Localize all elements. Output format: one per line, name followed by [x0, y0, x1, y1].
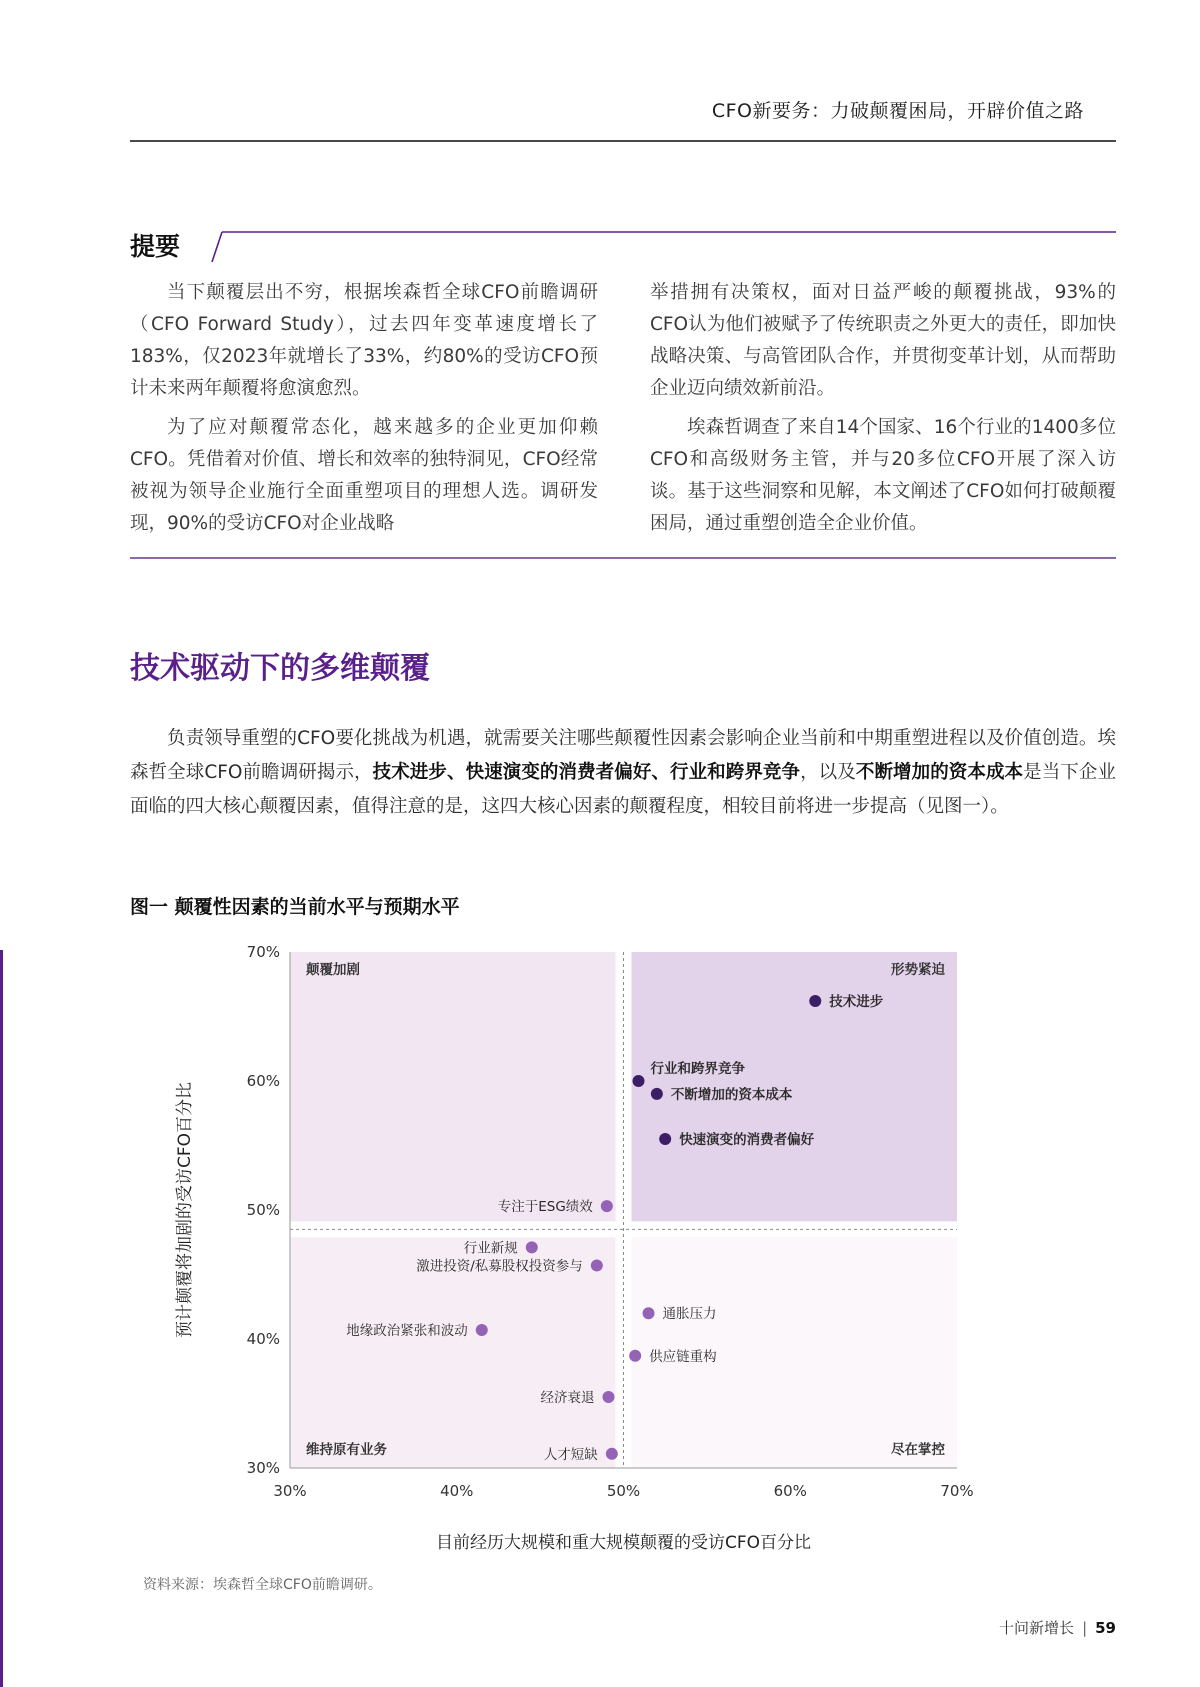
data-point: [591, 1259, 603, 1271]
x-tick-label: 30%: [273, 1482, 307, 1500]
summary-paragraph: 为了应对颠覆常态化，越来越多的企业更加仰赖CFO。凭借着对价值、增长和效率的独特洞见，CFO经常被视为领导企业施行全面重塑项目的理想人选。调研发现，90%的受访CFO对企业战略: [130, 417, 598, 534]
scatter-chart: [160, 935, 1060, 1565]
header-divider: [130, 140, 1116, 142]
x-tick-label: 50%: [606, 1482, 641, 1500]
point-label: 技术进步: [829, 994, 884, 1011]
data-point: [526, 1241, 538, 1253]
point-label: 快速演变的消费者偏好: [679, 1132, 815, 1149]
data-point: [476, 1324, 488, 1336]
quadrant-label: 颠覆加剧: [306, 962, 360, 978]
point-label: 通胀压力: [662, 1306, 717, 1323]
body-text: 负责领导重塑的CFO要化挑战为机遇，就需要关注哪些颠覆性因素会影响企业当前和中期重塑进程以及价值创造。埃森哲全球CFO前瞻调研揭示，: [130, 728, 1116, 783]
summary-right-column: [650, 277, 1116, 547]
footer-title: 十问新增长: [999, 1619, 1075, 1637]
point-label: 供应链重构: [649, 1348, 717, 1365]
y-tick-label: 30%: [246, 1459, 280, 1477]
x-tick-label: 60%: [773, 1482, 807, 1500]
figure-title: 图一 颠覆性因素的当前水平与预期水平: [130, 896, 460, 918]
point-label: 经济衰退: [540, 1390, 595, 1407]
summary-paragraph: 当下颠覆层出不穷，根据埃森哲全球CFO前瞻调研（CFO Forward Study），过去四年变革速度增长了183%，仅2023年就增长了33%，约80%的受访CFO预计未来两年颠覆将愈演愈烈。: [130, 282, 598, 399]
page-footer: [999, 1617, 1116, 1638]
quadrant-label: 尽在掌控: [891, 1442, 945, 1458]
y-tick-label: 70%: [246, 943, 280, 961]
x-tick-label: 40%: [440, 1482, 474, 1500]
point-label: 人才短缺: [543, 1446, 598, 1463]
point-label: 地缘政治紧张和波动: [346, 1322, 468, 1339]
page-edge-accent: [0, 950, 3, 1687]
point-label: 不断增加的资本成本: [670, 1086, 793, 1103]
quadrant-label: 维持原有业务: [306, 1442, 387, 1458]
y-tick-label: 50%: [246, 1201, 280, 1219]
data-point: [633, 1075, 645, 1087]
point-label: 激进投资/私募股权投资参与: [416, 1258, 583, 1275]
data-point: [601, 1200, 613, 1212]
y-tick-label: 40%: [246, 1330, 280, 1348]
running-header-title: CFO新要务：力破颠覆困局，开辟价值之路: [711, 100, 1084, 122]
summary-rule: [210, 228, 1116, 264]
data-point: [602, 1391, 614, 1403]
summary-paragraph: 埃森哲调查了来自14个国家、16个行业的1400多位CFO和高级财务主管，并与20多位CFO开展了深入访谈。基于这些洞察和见解，本文阐述了CFO如何打破颠覆困局，通过重塑创造全企业价值。: [650, 417, 1116, 534]
summary-bottom-divider: [130, 557, 1116, 559]
x-axis-title: 目前经历大规模和重大规模颠覆的受访CFO百分比: [435, 1533, 812, 1553]
y-axis-title: 预计颠覆将加剧的受访CFO百分比: [175, 1081, 195, 1339]
point-label: 行业新规: [463, 1240, 518, 1257]
data-point: [643, 1307, 655, 1319]
data-point: [629, 1350, 641, 1362]
summary-left-column: [130, 277, 598, 547]
quadrant-top-left: [290, 952, 616, 1221]
body-emphasis: 技术进步、快速演变的消费者偏好、行业和跨界竞争: [372, 762, 801, 783]
data-point: [651, 1088, 663, 1100]
x-tick-label: 70%: [940, 1482, 974, 1500]
body-paragraph: [130, 722, 1116, 824]
data-point: [659, 1133, 671, 1145]
data-point: [809, 995, 821, 1007]
body-text: 是当下企业面临的四大核心颠覆因素，值得注意的是，这四大核心因素的颠覆程度，相较目前将进一步提高（见图一）。: [130, 762, 1116, 817]
body-text: ，以及: [800, 762, 856, 783]
section-heading: 技术驱动下的多维颠覆: [130, 651, 430, 686]
footer-separator: |: [1082, 1619, 1088, 1637]
quadrant-label: 形势紧迫: [891, 962, 945, 978]
data-point: [606, 1448, 618, 1460]
point-label: 专注于ESG绩效: [497, 1199, 593, 1216]
summary-paragraph: 举措拥有决策权，面对日益严峻的颠覆挑战，93%的CFO认为他们被赋予了传统职责之外更大的责任，即加快战略决策、与高管团队合作，并贯彻变革计划，从而帮助企业迈向绩效新前沿。: [650, 282, 1116, 399]
body-emphasis: 不断增加的资本成本: [855, 762, 1024, 783]
summary-label: 提要: [130, 232, 181, 261]
figure-source: 资料来源：埃森哲全球CFO前瞻调研。: [143, 1577, 382, 1593]
y-tick-label: 60%: [246, 1072, 280, 1090]
page-number: 59: [1095, 1619, 1116, 1637]
point-label: 行业和跨界竞争: [650, 1061, 746, 1077]
